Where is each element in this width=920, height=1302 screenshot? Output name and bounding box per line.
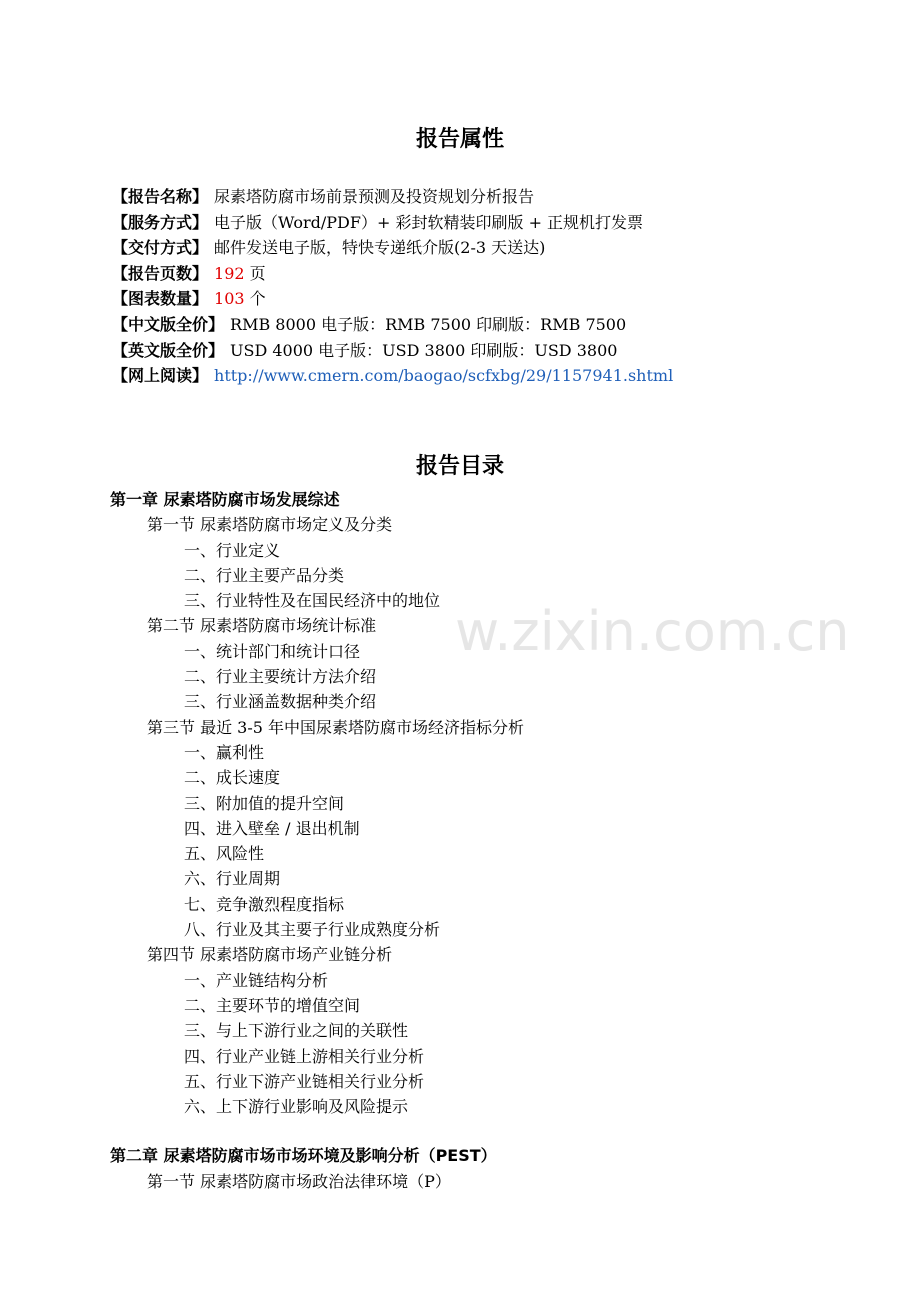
attr-report-name [112, 184, 673, 210]
list-item: 一、赢利性 [184, 742, 265, 762]
list-item: 七、竞争激烈程度指标 [184, 894, 345, 914]
list-item: 一、产业链结构分析 [184, 970, 329, 990]
chapter-2-title: 第二章 尿素塔防腐市场市场环境及影响分析（PEST） [110, 1146, 497, 1166]
attr-service [112, 210, 673, 236]
list-item: 五、行业下游产业链相关行业分析 [184, 1071, 425, 1091]
page-count-value: 192 [214, 263, 245, 283]
toc-heading: 报告目录 [415, 454, 504, 479]
attr-value: RMB 8000 电子版：RMB 7500 印刷版：RMB 7500 [230, 314, 627, 334]
list-item: 五、风险性 [184, 844, 265, 864]
list-item: 四、行业产业链上游相关行业分析 [184, 1046, 425, 1066]
online-read-link[interactable]: http://www.cmern.com/baogao/scfxbg/29/1157941.shtml [214, 366, 674, 386]
section-title: 第四节 尿素塔防腐市场产业链分析 [147, 945, 393, 965]
list-item: 三、行业涵盖数据种类介绍 [184, 692, 377, 712]
section-title: 第三节 最近 3-5 年中国尿素塔防腐市场经济指标分析 [147, 717, 525, 737]
list-item: 一、统计部门和统计口径 [184, 641, 361, 661]
attr-key: 【英文版全价】 [112, 340, 225, 360]
report-attributes-heading: 报告属性 [415, 127, 504, 152]
attr-key: 【服务方式】 [112, 212, 209, 232]
attr-price-cn [112, 312, 673, 338]
table-of-contents [110, 487, 524, 1194]
attr-value: 邮件发送电子版，特快专递纸介版(2-3 天送达) [214, 238, 546, 258]
list-item: 二、行业主要统计方法介绍 [184, 667, 377, 687]
attr-value: USD 4000 电子版：USD 3800 印刷版：USD 3800 [230, 340, 618, 360]
attr-value: 尿素塔防腐市场前景预测及投资规划分析报告 [214, 187, 535, 206]
watermark: w.zixin.com.cn [455, 600, 850, 663]
attr-key: 【中文版全价】 [112, 314, 225, 334]
list-item: 二、成长速度 [184, 768, 281, 788]
attr-value: 电子版（Word/PDF）+ 彩封软精装印刷版 + 正规机打发票 [214, 212, 644, 232]
list-item: 三、与上下游行业之间的关联性 [184, 1021, 409, 1041]
list-item: 三、行业特性及在国民经济中的地位 [184, 591, 441, 611]
attr-page-count [112, 261, 673, 287]
attr-key: 【报告页数】 [112, 263, 209, 283]
attr-key: 【报告名称】 [112, 187, 209, 206]
chart-count-unit: 个 [249, 289, 266, 309]
list-item: 三、附加值的提升空间 [184, 793, 345, 813]
section-title: 第二节 尿素塔防腐市场统计标准 [147, 616, 377, 636]
attr-key: 【图表数量】 [112, 289, 209, 309]
attr-key: 【交付方式】 [112, 238, 209, 258]
page-count-unit: 页 [249, 263, 266, 283]
chapter-spacer [110, 1119, 524, 1143]
attr-price-en [112, 338, 673, 364]
list-item: 二、主要环节的增值空间 [184, 995, 361, 1015]
list-item: 六、上下游行业影响及风险提示 [184, 1097, 409, 1117]
report-attributes [112, 184, 673, 389]
section-title: 第一节 尿素塔防腐市场政治法律环境（P） [147, 1171, 451, 1191]
list-item: 二、行业主要产品分类 [184, 565, 345, 585]
section-title: 第一节 尿素塔防腐市场定义及分类 [147, 515, 393, 535]
chapter-1-title: 第一章 尿素塔防腐市场发展综述 [110, 490, 340, 509]
chart-count-value: 103 [214, 289, 245, 309]
list-item: 四、进入壁垒 / 退出机制 [184, 818, 360, 838]
attr-key: 【网上阅读】 [112, 366, 209, 386]
list-item: 一、行业定义 [184, 540, 281, 560]
list-item: 八、行业及其主要子行业成熟度分析 [184, 920, 441, 940]
attr-online [112, 363, 673, 389]
list-item: 六、行业周期 [184, 869, 281, 889]
attr-chart-count [112, 286, 673, 312]
attr-delivery [112, 235, 673, 261]
